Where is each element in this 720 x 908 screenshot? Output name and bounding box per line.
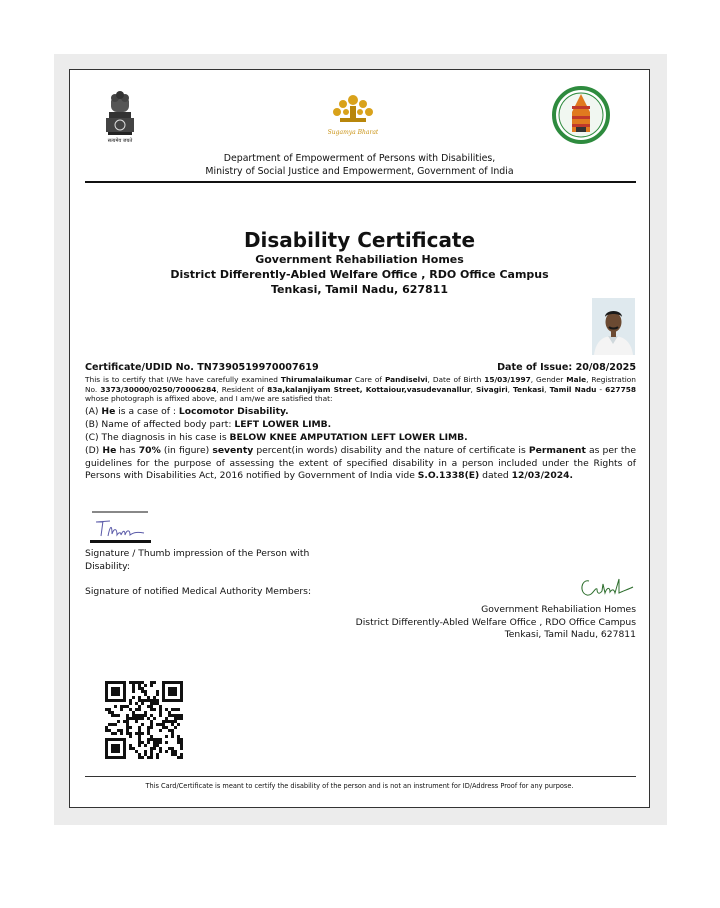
person-signature-label: Signature / Thumb impression of the Person with Disability: bbox=[85, 548, 310, 572]
signature-underline bbox=[90, 540, 151, 543]
clause-a: (A) He is a case of : Locomotor Disability. bbox=[85, 406, 289, 417]
clause-c: (C) The diagnosis in his case is BELOW KNEE AMPUTATION LEFT LOWER LIMB. bbox=[85, 432, 468, 443]
clause-b: (B) Name of affected body part: LEFT LOWER LIMB. bbox=[85, 419, 332, 430]
issuing-authority-line-1: Government Rehabiliation Homes bbox=[481, 604, 636, 615]
tamil-nadu-emblem-icon bbox=[552, 86, 610, 148]
certificate-title: Disability Certificate bbox=[243, 228, 476, 252]
certificate bbox=[69, 69, 650, 808]
authority-line-1: Government Rehabiliation Homes bbox=[255, 253, 464, 266]
department-line-1: Department of Empowerment of Persons with Disabilities, bbox=[223, 153, 496, 164]
issuing-authority-line-2: District Differently-Abled Welfare Office , RDO Office Campus bbox=[355, 616, 636, 628]
footer-disclaimer: This Card/Certificate is meant to certify the disability of the person and is not an instrument for ID/Address Proof for any purpose. bbox=[145, 782, 574, 790]
emblem-mid-caption: Sugamya Bharat bbox=[328, 129, 378, 136]
certification-paragraph: This is to certify that I/We have carefully examined Thirumalaikumar Care of Pandiselvi, Date of Birth 15/03/1997, Gender Male, Registration No. 3373/30000/0250/70006284, Resident of 83a,kalanjiyam Street, Kottaiour,vasudevanallur, Sivagiri, Tenkasi, Tamil Nadu - 627758 whose photograph is affixed above, and I am/we are satisfied that: bbox=[85, 375, 636, 403]
date-of-issue: Date of Issue: 20/08/2025 bbox=[497, 362, 636, 373]
national-emblem-icon bbox=[100, 90, 140, 148]
header-divider bbox=[85, 181, 636, 183]
issuing-authority-line-3: Tenkasi, Tamil Nadu, 627811 bbox=[504, 629, 636, 640]
department-heading bbox=[70, 152, 649, 178]
footer-divider bbox=[85, 776, 636, 777]
applicant-photo bbox=[592, 298, 635, 355]
udid-number: Certificate/UDID No. TN7390519970007619 bbox=[85, 362, 319, 373]
certificate-id-row bbox=[85, 362, 636, 373]
qr-code bbox=[105, 681, 183, 759]
sugamya-bharat-logo-icon bbox=[328, 90, 378, 138]
authority-signature-label: Signature of notified Medical Authority Members: bbox=[85, 586, 312, 597]
authority-line-2: District Differently-Abled Welfare Office , RDO Office Campus bbox=[170, 268, 549, 281]
emblem-caption: सत्यमेव जयते bbox=[107, 138, 133, 144]
authority-line-3: Tenkasi, Tamil Nadu, 627811 bbox=[270, 283, 448, 296]
person-signature-image bbox=[90, 510, 154, 540]
department-line-2: Ministry of Social Justice and Empowerment, Government of India bbox=[205, 166, 514, 177]
issuing-authority-address bbox=[330, 604, 636, 642]
clause-d: (D) He has 70% (in figure) seventy percent(in words) disability and the nature of certificate is Permanent as per the guidelines for the purpose of assessing the extent of specified disability in a person included under the Rights of Persons with Disabilities Act, 2016 notified by Government of India vide S.O.1338(E) dated 12/03/2024. bbox=[85, 445, 636, 481]
authority-signature-image bbox=[575, 575, 635, 601]
